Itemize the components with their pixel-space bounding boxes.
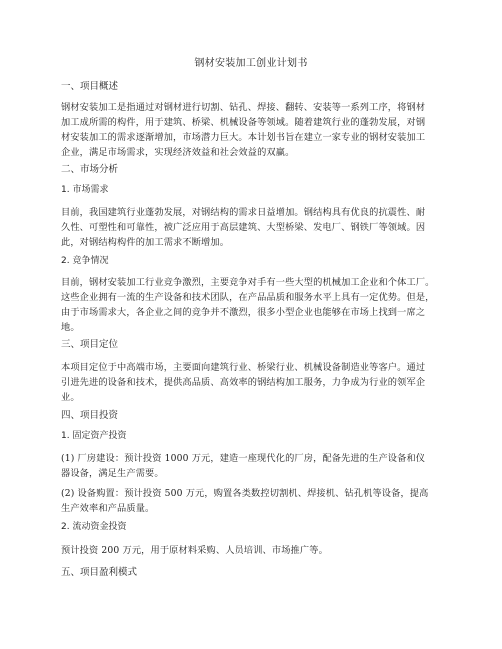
section-heading-market: 二、市场分析 [61,164,119,175]
paragraph-line: 业。 [61,392,80,403]
paragraph-line: (2) 设备购置：预计投资 500 万元，购置各类数控切割机、焊接机、钻孔机等设备，提高 [61,488,429,499]
paragraph-line: 器设备，满足生产需要。 [61,468,164,479]
paragraph-line: 企业，满足市场需求，实现经济效益和社会效益的双赢。 [61,147,295,158]
sub-heading-working-capital: 2. 流动资金投资 [61,522,127,532]
paragraph-line: 本项目定位于中高端市场，主要面向建筑行业、桥梁行业、机械设备制造业等客户。通过 [61,362,426,373]
section-heading-positioning: 三、项目定位 [61,339,119,350]
paragraph-working-capital [61,543,443,558]
paragraph-line: 加工成所需的构件，用于建筑、桥梁、机械设备等领域。随着建筑行业的蓬勃发展，对钢 [61,117,426,128]
paragraph-line: 此，对钢结构构件的加工需求不断增加。 [61,237,230,248]
list-item-factory-construction [61,451,443,481]
sub-heading-fixed-assets: 1. 固定资产投资 [61,431,127,441]
paragraph-line: 由于市场需求大，各企业之间的竞争并不激烈，很多小型企业也能够在市场上找到一席之 [61,307,426,318]
paragraph-line: 生产效率和产品质量。 [61,503,155,514]
paragraph-line: (1) 厂房建设：预计投资 1000 万元，建造一座现代化的厂房，配备先进的生产设备和仪 [61,453,426,464]
paragraph-line: 引进先进的设备和技术，提供高品质、高效率的钢结构加工服务，力争成为行业的领军企 [61,377,426,388]
paragraph-market-demand [61,205,443,250]
document-title: 钢材安装加工创业计划书 [194,58,308,69]
sub-heading-market-demand: 1. 市场需求 [61,185,109,195]
section-heading-overview: 一、项目概述 [61,81,119,92]
paragraph-line: 这些企业拥有一流的生产设备和技术团队，在产品品质和服务水平上具有一定优势。但是， [61,292,435,303]
paragraph-line: 目前，我国建筑行业蓬勃发展，对钢结构的需求日益增加。钢结构具有优良的抗震性、耐 [61,207,426,218]
paragraph-line: 地。 [61,322,80,333]
list-item-equipment-purchase [61,486,443,516]
paragraph-line: 材安装加工的需求逐渐增加，市场潜力巨大。本计划书旨在建立一家专业的钢材安装加工 [61,132,426,143]
paragraph-competition [61,275,443,335]
sub-heading-competition: 2. 竞争情况 [61,256,109,266]
paragraph-positioning [61,360,443,405]
paragraph-line: 预计投资 200 万元，用于原材料采购、人员培训、市场推广等。 [61,545,328,556]
section-heading-investment: 四、项目投资 [61,410,119,421]
paragraph-overview [61,100,443,160]
paragraph-line: 目前，钢材安装加工行业竞争激烈，主要竞争对手有一些大型的机械加工企业和个体工厂。 [61,277,435,288]
section-heading-profit-model: 五、项目盈利模式 [61,567,138,578]
paragraph-line: 久性、可塑性和可靠性，被广泛应用于高层建筑、大型桥梁、发电厂、钢铁厂等领域。因 [61,222,426,233]
paragraph-line: 钢材安装加工是指通过对钢材进行切割、钻孔、焊接、翻转、安装等一系列工序，将钢材 [61,102,426,113]
